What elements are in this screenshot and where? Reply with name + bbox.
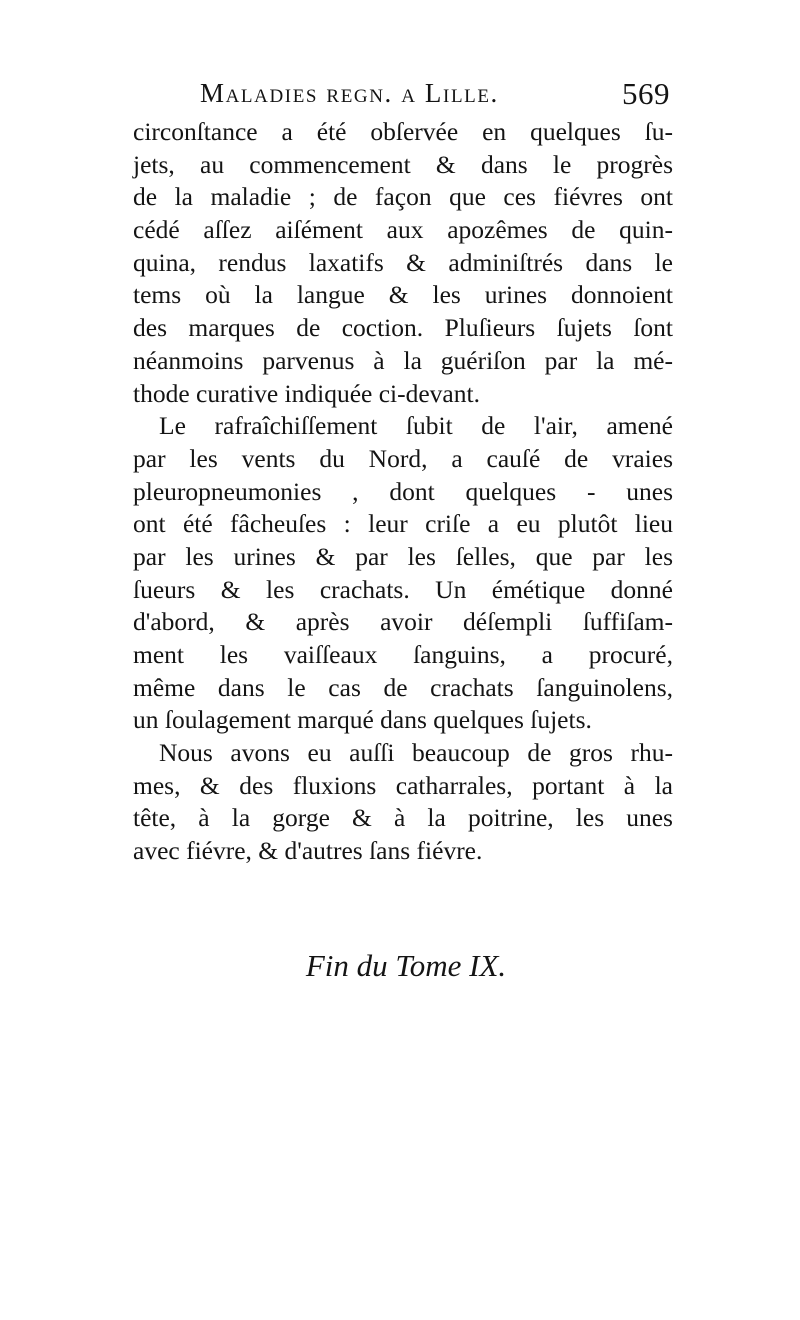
text-line: circonſtance a été obſervée en quelques ſu- xyxy=(133,117,673,146)
text-line: Nous avons eu auſſi beaucoup de gros rhu- xyxy=(159,738,673,768)
text-line: mes, & des fluxions catharrales, portant à la xyxy=(133,770,673,800)
text-line: des marques de coction. Pluſieurs ſujets ſont xyxy=(133,313,673,343)
text-line: ment les vaiſſeaux ſanguins, a procuré, xyxy=(133,640,673,669)
page-header xyxy=(200,72,670,116)
text-line: par les urines & par les ſelles, que par les xyxy=(133,541,673,571)
text-line: ont été fâcheuſes : leur criſe a eu plutôt lieu xyxy=(133,509,673,539)
text-line: de la maladie ; de façon que ces fiévres ont xyxy=(133,182,673,212)
text-line: Le rafraîchiſſement ſubit de l'air, amené xyxy=(159,411,673,441)
text-line: jets, au commencement & dans le progrès xyxy=(133,149,673,179)
body-text xyxy=(133,116,673,868)
text-line: pleuropneumonies , dont quelques - unes xyxy=(133,476,673,506)
text-line: par les vents du Nord, a cauſé de vraies xyxy=(133,443,673,473)
text-line: d'abord, & après avoir déſempli ſuffiſam- xyxy=(133,607,673,637)
end-of-volume-note: Fin du Tome IX. xyxy=(305,948,507,983)
text-line: néanmoins parvenus à la guériſon par la mé- xyxy=(133,345,673,375)
text-line: cédé aſſez aiſément aux apozêmes de quin- xyxy=(133,215,673,245)
text-line: avec fiévre, & d'autres ſans fiévre. xyxy=(133,836,483,866)
paragraph xyxy=(133,116,673,410)
text-line: thode curative indiquée ci-devant. xyxy=(133,378,480,408)
paragraph xyxy=(133,737,673,868)
text-line: un ſoulagement marqué dans quelques ſujets. xyxy=(133,705,592,735)
running-head: Maladies regn. a Lille. xyxy=(200,78,499,108)
text-line: quina, rendus laxatifs & adminiſtrés dans le xyxy=(133,247,673,277)
text-line: ſueurs & les crachats. Un émétique donné xyxy=(133,574,673,604)
paragraph xyxy=(133,410,673,737)
text-line: tems où la langue & les urines donnoient xyxy=(133,280,673,310)
page-number: 569 xyxy=(622,76,670,111)
text-line: tête, à la gorge & à la poitrine, les unes xyxy=(133,803,673,833)
text-line: même dans le cas de crachats ſanguinolens, xyxy=(133,672,673,702)
